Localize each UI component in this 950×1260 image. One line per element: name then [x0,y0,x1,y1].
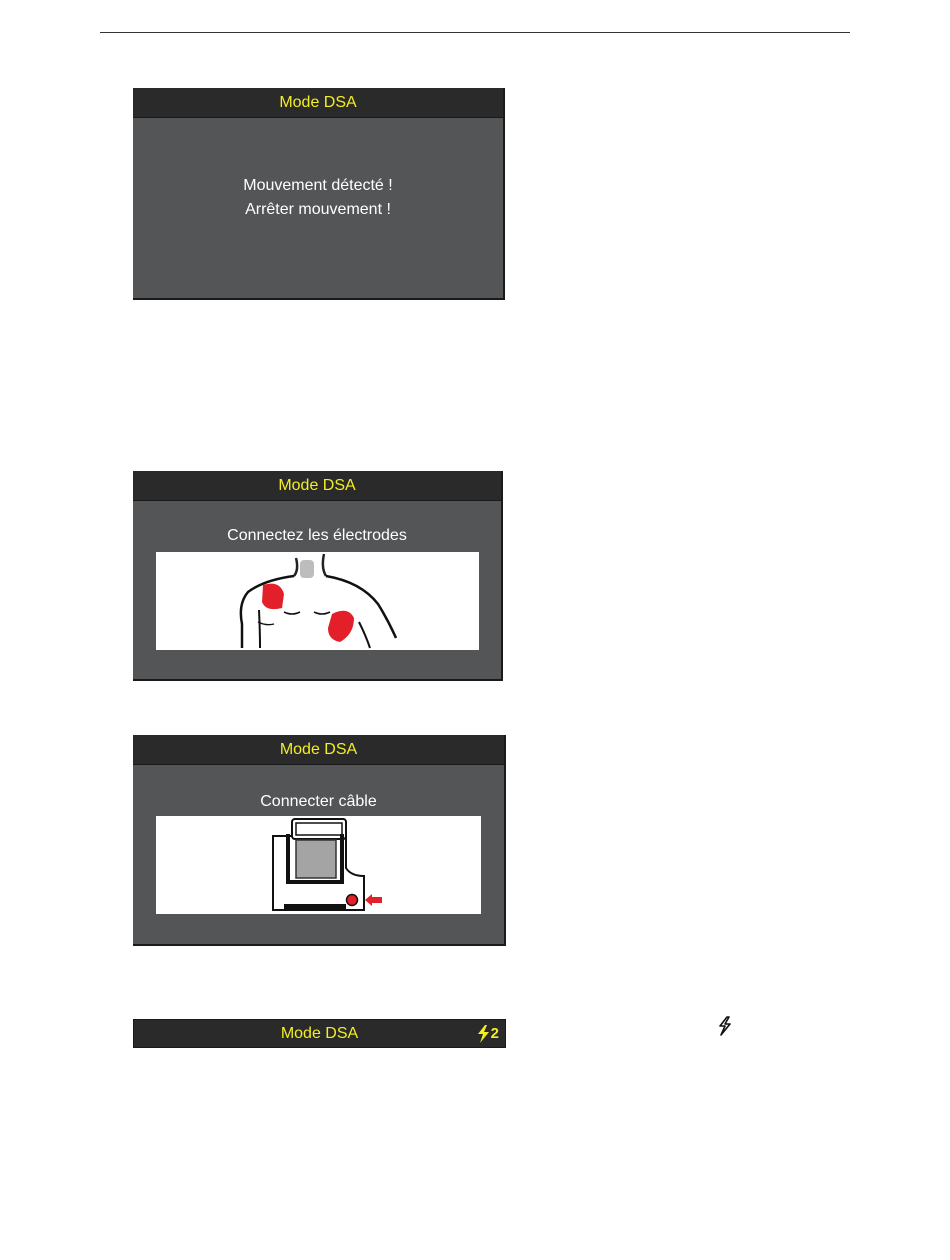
stop-motion-message: Arrêter mouvement ! [245,201,391,218]
screen-header: Mode DSA [280,1025,359,1042]
device-cable-port-icon [156,816,481,914]
screen-header: Mode DSA [133,88,503,118]
lightning-bolt-icon [477,1025,490,1043]
motion-detected-message: Mouvement détecté ! [243,177,393,194]
aed-screen-connect-cable [133,735,506,946]
screen-header: Mode DSA [133,735,504,765]
shock-counter [477,1023,499,1045]
device-cable-illustration [156,816,481,914]
page-rule [100,32,850,33]
aed-screen-connect-electrodes [133,471,503,681]
screen-header: Mode DSA [133,471,501,501]
shock-count: 2 [490,1025,499,1042]
lightning-bolt-icon [718,1016,732,1041]
electrode-placement-icon [156,552,479,650]
aed-screen-motion-detected [133,88,505,300]
aed-screen-header-shock-count [133,1019,506,1048]
connect-electrodes-message: Connectez les électrodes [227,527,407,544]
electrode-placement-illustration [156,552,479,650]
connect-cable-message: Connecter câble [260,793,377,810]
